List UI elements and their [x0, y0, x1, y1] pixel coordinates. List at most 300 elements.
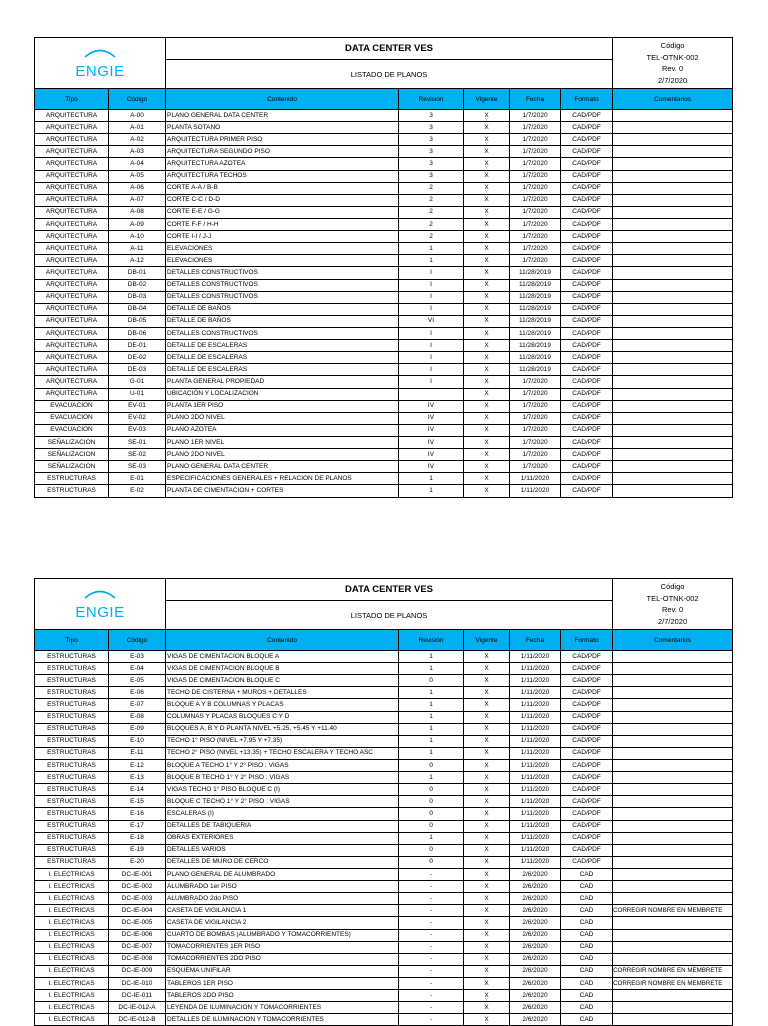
cell-fecha: 11/28/2019 [510, 327, 561, 339]
cell-revision: 1 [399, 243, 464, 255]
cell-tipo: ESTRUCTURAS [35, 675, 109, 687]
table-row [35, 449, 733, 461]
cell-vigente: X [464, 158, 510, 170]
cell-revision: 3 [399, 158, 464, 170]
table-row [35, 699, 733, 711]
cell-formato: CAD/PDF [561, 485, 613, 497]
cell-codigo: DC-IE-011 [109, 990, 166, 1002]
cell-comentarios [613, 893, 733, 905]
cell-contenido: DETALLES DE ILUMINACION Y TOMACORRIENTES [166, 1014, 399, 1026]
cell-vigente: X [464, 941, 510, 953]
cell-codigo: DC-IE-004 [109, 905, 166, 917]
cell-formato: CAD/PDF [561, 663, 613, 675]
cell-revision: I [399, 267, 464, 279]
table-row [35, 675, 733, 687]
cell-fecha: 1/7/2020 [510, 412, 561, 424]
cell-vigente: X [464, 784, 510, 796]
cell-fecha: 1/7/2020 [510, 243, 561, 255]
table-row [35, 917, 733, 929]
cell-codigo: U-01 [109, 388, 166, 400]
cell-revision: I [399, 291, 464, 303]
cell-codigo: A-10 [109, 231, 166, 243]
cell-revision: I [399, 340, 464, 352]
cell-revision: 0 [399, 856, 464, 868]
cell-contenido: PLANTA SOTANO [166, 122, 399, 134]
cell-comentarios [613, 868, 733, 880]
table-row [35, 868, 733, 880]
cell-vigente: X [464, 267, 510, 279]
table-row [35, 687, 733, 699]
cell-tipo: I. ELECTRICAS [35, 977, 109, 989]
cell-vigente: X [464, 485, 510, 497]
cell-revision: - [399, 941, 464, 953]
table-row [35, 279, 733, 291]
cell-codigo: A-02 [109, 134, 166, 146]
cell-tipo: I. ELECTRICAS [35, 929, 109, 941]
table-row [35, 965, 733, 977]
cell-formato: CAD/PDF [561, 651, 613, 663]
cell-revision: 2 [399, 194, 464, 206]
cell-revision: IV [399, 436, 464, 448]
cell-comentarios [613, 400, 733, 412]
table-row [35, 194, 733, 206]
cell-revision: - [399, 881, 464, 893]
cell-revision: 1 [399, 735, 464, 747]
cell-formato: CAD/PDF [561, 327, 613, 339]
cell-vigente: X [464, 134, 510, 146]
cell-contenido: VIGAS TECHO 1° PISO BLOQUE C (I) [166, 784, 399, 796]
cell-tipo: ARQUITECTURA [35, 194, 109, 206]
cell-revision: 0 [399, 820, 464, 832]
table-row [35, 243, 733, 255]
logo-arc-icon [71, 587, 129, 599]
column-header-codigo: Código [109, 89, 166, 110]
cell-formato: CAD [561, 990, 613, 1002]
cell-formato: CAD/PDF [561, 218, 613, 230]
cell-vigente: X [464, 699, 510, 711]
cell-comentarios: CORREGIR NOMBRE EN MEMBRETE [613, 965, 733, 977]
cell-codigo: E-09 [109, 723, 166, 735]
cell-vigente: X [464, 808, 510, 820]
cell-revision: 1 [399, 663, 464, 675]
cell-codigo: A-00 [109, 110, 166, 122]
cell-revision: - [399, 1002, 464, 1014]
table-row [35, 364, 733, 376]
cell-revision: IV [399, 461, 464, 473]
cell-revision: VI [399, 315, 464, 327]
cell-contenido: ARQUITECTURA SEGUNDO PISO [166, 146, 399, 158]
cell-revision: 3 [399, 134, 464, 146]
cell-codigo: E-14 [109, 784, 166, 796]
cell-codigo: A-09 [109, 218, 166, 230]
cell-fecha: 1/7/2020 [510, 134, 561, 146]
cell-revision: 2 [399, 231, 464, 243]
cell-fecha: 1/11/2020 [510, 663, 561, 675]
cell-codigo: DC-IE-006 [109, 929, 166, 941]
cell-fecha: 1/7/2020 [510, 146, 561, 158]
document-code: TEL-OTNK-002 [646, 593, 699, 603]
cell-tipo: EVACUACION [35, 424, 109, 436]
cell-contenido: ARQUITECTURA TECHOS [166, 170, 399, 182]
cell-comentarios [613, 687, 733, 699]
table-row [35, 485, 733, 497]
document-code: TEL-OTNK-002 [646, 52, 699, 62]
cell-comentarios [613, 279, 733, 291]
cell-tipo: ARQUITECTURA [35, 110, 109, 122]
cell-vigente: X [464, 917, 510, 929]
cell-tipo: ARQUITECTURA [35, 315, 109, 327]
table-row [35, 796, 733, 808]
table-row [35, 436, 733, 448]
cell-codigo: E-15 [109, 796, 166, 808]
cell-revision: - [399, 977, 464, 989]
cell-tipo: ARQUITECTURA [35, 255, 109, 267]
cell-revision: - [399, 965, 464, 977]
document-code-label: Código [660, 41, 685, 50]
column-header-contenido: Contenido [166, 630, 399, 651]
cell-formato: CAD/PDF [561, 735, 613, 747]
cell-vigente: X [464, 255, 510, 267]
cell-revision: - [399, 929, 464, 941]
cell-formato: CAD/PDF [561, 436, 613, 448]
column-header-revision: Revisión [399, 89, 464, 110]
cell-vigente: X [464, 473, 510, 485]
cell-comentarios [613, 820, 733, 832]
cell-fecha: 11/28/2019 [510, 364, 561, 376]
cell-vigente: X [464, 376, 510, 388]
cell-codigo: DC-IE-005 [109, 917, 166, 929]
cell-formato: CAD/PDF [561, 711, 613, 723]
cell-formato: CAD [561, 893, 613, 905]
cell-contenido: BLOQUE A TECHO 1° Y 2° PISO : VIGAS [166, 759, 399, 771]
document-code-block [613, 579, 733, 630]
cell-codigo: DC-IE-002 [109, 881, 166, 893]
cell-comentarios [613, 315, 733, 327]
table-row [35, 182, 733, 194]
cell-vigente: X [464, 711, 510, 723]
cell-revision: 1 [399, 772, 464, 784]
cell-codigo: E-01 [109, 473, 166, 485]
cell-revision: - [399, 905, 464, 917]
cell-codigo: E-16 [109, 808, 166, 820]
cell-codigo: DC-IE-012-B [109, 1014, 166, 1026]
cell-contenido: ESCALERAS (I) [166, 808, 399, 820]
cell-fecha: 2/6/2020 [510, 868, 561, 880]
table-row [35, 784, 733, 796]
cell-codigo: DB-06 [109, 327, 166, 339]
cell-contenido: COLUMNAS Y PLACAS BLOQUES C Y D [166, 711, 399, 723]
cell-comentarios [613, 412, 733, 424]
table-row [35, 231, 733, 243]
cell-formato: CAD/PDF [561, 146, 613, 158]
cell-codigo: E-02 [109, 485, 166, 497]
cell-tipo: ARQUITECTURA [35, 291, 109, 303]
cell-revision: 1 [399, 747, 464, 759]
cell-formato: CAD/PDF [561, 376, 613, 388]
cell-tipo: ESTRUCTURAS [35, 784, 109, 796]
cell-fecha: 2/6/2020 [510, 941, 561, 953]
cell-vigente: X [464, 303, 510, 315]
table-row [35, 953, 733, 965]
cell-revision: 3 [399, 170, 464, 182]
table-row [35, 170, 733, 182]
cell-fecha: 1/7/2020 [510, 231, 561, 243]
cell-revision: 2 [399, 206, 464, 218]
cell-comentarios [613, 194, 733, 206]
cell-vigente: X [464, 461, 510, 473]
cell-fecha: 1/7/2020 [510, 400, 561, 412]
column-header-tipo: Tipo [35, 630, 109, 651]
cell-comentarios [613, 461, 733, 473]
cell-formato: CAD [561, 965, 613, 977]
cell-codigo: E-08 [109, 711, 166, 723]
cell-fecha: 11/28/2019 [510, 352, 561, 364]
cell-contenido: TOMACORRIENTES 1ER PISO [166, 941, 399, 953]
cell-fecha: 1/7/2020 [510, 218, 561, 230]
cell-comentarios [613, 122, 733, 134]
cell-vigente: X [464, 424, 510, 436]
document-date: 2/7/2020 [657, 616, 688, 626]
cell-vigente: X [464, 412, 510, 424]
cell-comentarios [613, 436, 733, 448]
logo-arc-icon [71, 46, 129, 58]
cell-codigo: DC-IE-001 [109, 868, 166, 880]
table-row [35, 1002, 733, 1014]
cell-codigo: DC-IE-008 [109, 953, 166, 965]
table-row [35, 267, 733, 279]
cell-formato: CAD/PDF [561, 820, 613, 832]
cell-comentarios [613, 917, 733, 929]
cell-formato: CAD/PDF [561, 170, 613, 182]
cell-revision: 2 [399, 182, 464, 194]
cell-vigente: X [464, 206, 510, 218]
cell-formato: CAD/PDF [561, 243, 613, 255]
cell-contenido: DETALLES CONSTRUCTIVOS [166, 279, 399, 291]
cell-tipo: ARQUITECTURA [35, 170, 109, 182]
cell-formato: CAD/PDF [561, 772, 613, 784]
cell-comentarios [613, 327, 733, 339]
cell-codigo: A-01 [109, 122, 166, 134]
cell-contenido: LEYENDA DE ILUMINACION Y TOMACORRIENTES [166, 1002, 399, 1014]
cell-tipo: ARQUITECTURA [35, 218, 109, 230]
table-row [35, 747, 733, 759]
cell-vigente: X [464, 352, 510, 364]
cell-tipo: ARQUITECTURA [35, 146, 109, 158]
cell-comentarios [613, 352, 733, 364]
plan-sheet-1 [34, 37, 732, 498]
cell-contenido: PLANO AZOTEA [166, 424, 399, 436]
cell-formato: CAD/PDF [561, 182, 613, 194]
cell-contenido: VIGAS DE CIMENTACION BLOQUE B [166, 663, 399, 675]
cell-contenido: DETALLES DE MURO DE CERCO [166, 856, 399, 868]
cell-formato: CAD/PDF [561, 122, 613, 134]
cell-fecha: 1/11/2020 [510, 687, 561, 699]
plan-sheet-2 [34, 578, 732, 1026]
cell-tipo: ESTRUCTURAS [35, 699, 109, 711]
cell-vigente: X [464, 400, 510, 412]
cell-comentarios [613, 231, 733, 243]
table-row [35, 255, 733, 267]
cell-comentarios [613, 808, 733, 820]
document-title: DATA CENTER VES [166, 38, 613, 60]
cell-formato: CAD/PDF [561, 699, 613, 711]
column-header-contenido: Contenido [166, 89, 399, 110]
cell-contenido: ESPECIFICACIONES GENERALES + RELACION DE PLANOS [166, 473, 399, 485]
cell-tipo: ESTRUCTURAS [35, 808, 109, 820]
cell-comentarios [613, 953, 733, 965]
table-row [35, 412, 733, 424]
cell-tipo: ARQUITECTURA [35, 122, 109, 134]
cell-tipo: ARQUITECTURA [35, 352, 109, 364]
cell-vigente: X [464, 723, 510, 735]
cell-revision: 1 [399, 255, 464, 267]
table-row [35, 832, 733, 844]
cell-codigo: E-18 [109, 832, 166, 844]
cell-formato: CAD/PDF [561, 844, 613, 856]
document-title: DATA CENTER VES [166, 579, 613, 601]
cell-fecha: 1/7/2020 [510, 376, 561, 388]
cell-formato: CAD/PDF [561, 315, 613, 327]
cell-codigo: DB-01 [109, 267, 166, 279]
cell-revision: I [399, 327, 464, 339]
cell-formato: CAD/PDF [561, 461, 613, 473]
cell-contenido: CORTE C-C / D-D [166, 194, 399, 206]
cell-contenido: CORTE F-F / H-H [166, 218, 399, 230]
table-row [35, 461, 733, 473]
cell-tipo: ESTRUCTURAS [35, 687, 109, 699]
cell-comentarios [613, 1014, 733, 1026]
cell-comentarios [613, 218, 733, 230]
cell-vigente: X [464, 675, 510, 687]
cell-codigo: DB-03 [109, 291, 166, 303]
cell-codigo: DC-IE-010 [109, 977, 166, 989]
cell-formato: CAD/PDF [561, 747, 613, 759]
cell-contenido: DETALLE DE BAÑOS [166, 315, 399, 327]
cell-tipo: ESTRUCTURAS [35, 820, 109, 832]
cell-revision: 1 [399, 687, 464, 699]
document-rev: Rev. 0 [662, 605, 684, 614]
table-row [35, 110, 733, 122]
table-row [35, 1014, 733, 1026]
cell-comentarios [613, 881, 733, 893]
cell-vigente: X [464, 856, 510, 868]
cell-revision: - [399, 990, 464, 1002]
table-row [35, 376, 733, 388]
cell-vigente: X [464, 905, 510, 917]
cell-formato: CAD [561, 881, 613, 893]
cell-fecha: 1/11/2020 [510, 820, 561, 832]
cell-revision: I [399, 352, 464, 364]
document-code-block [613, 38, 733, 89]
cell-vigente: X [464, 1002, 510, 1014]
cell-comentarios [613, 735, 733, 747]
cell-codigo: DE-03 [109, 364, 166, 376]
cell-vigente: X [464, 759, 510, 771]
cell-comentarios [613, 796, 733, 808]
cell-codigo: E-12 [109, 759, 166, 771]
cell-tipo: EVACUACION [35, 400, 109, 412]
cell-comentarios [613, 182, 733, 194]
cell-contenido: DETALLES CONSTRUCTIVOS [166, 327, 399, 339]
cell-tipo: I. ELECTRICAS [35, 893, 109, 905]
cell-vigente: X [464, 243, 510, 255]
cell-formato: CAD/PDF [561, 723, 613, 735]
cell-revision: I [399, 376, 464, 388]
cell-contenido: DETALLE DE ESCALERAS [166, 340, 399, 352]
cell-tipo: ARQUITECTURA [35, 206, 109, 218]
cell-codigo: A-04 [109, 158, 166, 170]
table-row [35, 315, 733, 327]
table-row [35, 929, 733, 941]
cell-fecha: 1/11/2020 [510, 772, 561, 784]
cell-contenido: PLANO GENERAL DE ALUMBRADO [166, 868, 399, 880]
cell-formato: CAD/PDF [561, 291, 613, 303]
cell-comentarios [613, 723, 733, 735]
cell-formato: CAD/PDF [561, 388, 613, 400]
cell-revision: 1 [399, 711, 464, 723]
column-header-row [35, 89, 733, 110]
plan-table [34, 37, 733, 498]
cell-tipo: I. ELECTRICAS [35, 917, 109, 929]
cell-codigo: DE-01 [109, 340, 166, 352]
cell-comentarios [613, 663, 733, 675]
cell-tipo: SEÑALIZACION [35, 461, 109, 473]
cell-revision: 0 [399, 675, 464, 687]
table-row [35, 990, 733, 1002]
cell-formato: CAD [561, 1014, 613, 1026]
column-header-row [35, 630, 733, 651]
cell-fecha: 1/11/2020 [510, 832, 561, 844]
cell-fecha: 2/6/2020 [510, 905, 561, 917]
cell-tipo: I. ELECTRICAS [35, 1014, 109, 1026]
cell-fecha: 2/6/2020 [510, 977, 561, 989]
cell-tipo: I. ELECTRICAS [35, 941, 109, 953]
cell-formato: CAD/PDF [561, 856, 613, 868]
cell-fecha: 1/11/2020 [510, 651, 561, 663]
cell-contenido: PLANO 2DO NIVEL [166, 412, 399, 424]
cell-contenido: ARQUITECTURA AZOTEA [166, 158, 399, 170]
table-row [35, 772, 733, 784]
cell-revision: 0 [399, 759, 464, 771]
cell-comentarios [613, 832, 733, 844]
cell-codigo: E-20 [109, 856, 166, 868]
cell-comentarios [613, 473, 733, 485]
cell-contenido: VIGAS DE CIMENTACION BLOQUE C [166, 675, 399, 687]
cell-formato: CAD/PDF [561, 473, 613, 485]
document-date: 2/7/2020 [657, 75, 688, 85]
cell-fecha: 1/11/2020 [510, 856, 561, 868]
cell-vigente: X [464, 929, 510, 941]
cell-fecha: 1/7/2020 [510, 424, 561, 436]
cell-comentarios [613, 206, 733, 218]
cell-contenido: CASETA DE VIGILANCIA 1 [166, 905, 399, 917]
cell-contenido: PLANTA DE CIMENTACION + CORTES [166, 485, 399, 497]
cell-vigente: X [464, 327, 510, 339]
cell-tipo: ESTRUCTURAS [35, 772, 109, 784]
cell-fecha: 11/28/2019 [510, 303, 561, 315]
cell-formato: CAD/PDF [561, 808, 613, 820]
cell-comentarios [613, 784, 733, 796]
cell-formato: CAD/PDF [561, 340, 613, 352]
cell-vigente: X [464, 796, 510, 808]
cell-comentarios [613, 243, 733, 255]
cell-revision: 0 [399, 844, 464, 856]
cell-contenido: DETALLES CONSTRUCTIVOS [166, 291, 399, 303]
cell-fecha: 2/6/2020 [510, 953, 561, 965]
cell-fecha: 1/11/2020 [510, 735, 561, 747]
cell-formato: CAD/PDF [561, 759, 613, 771]
cell-comentarios [613, 134, 733, 146]
